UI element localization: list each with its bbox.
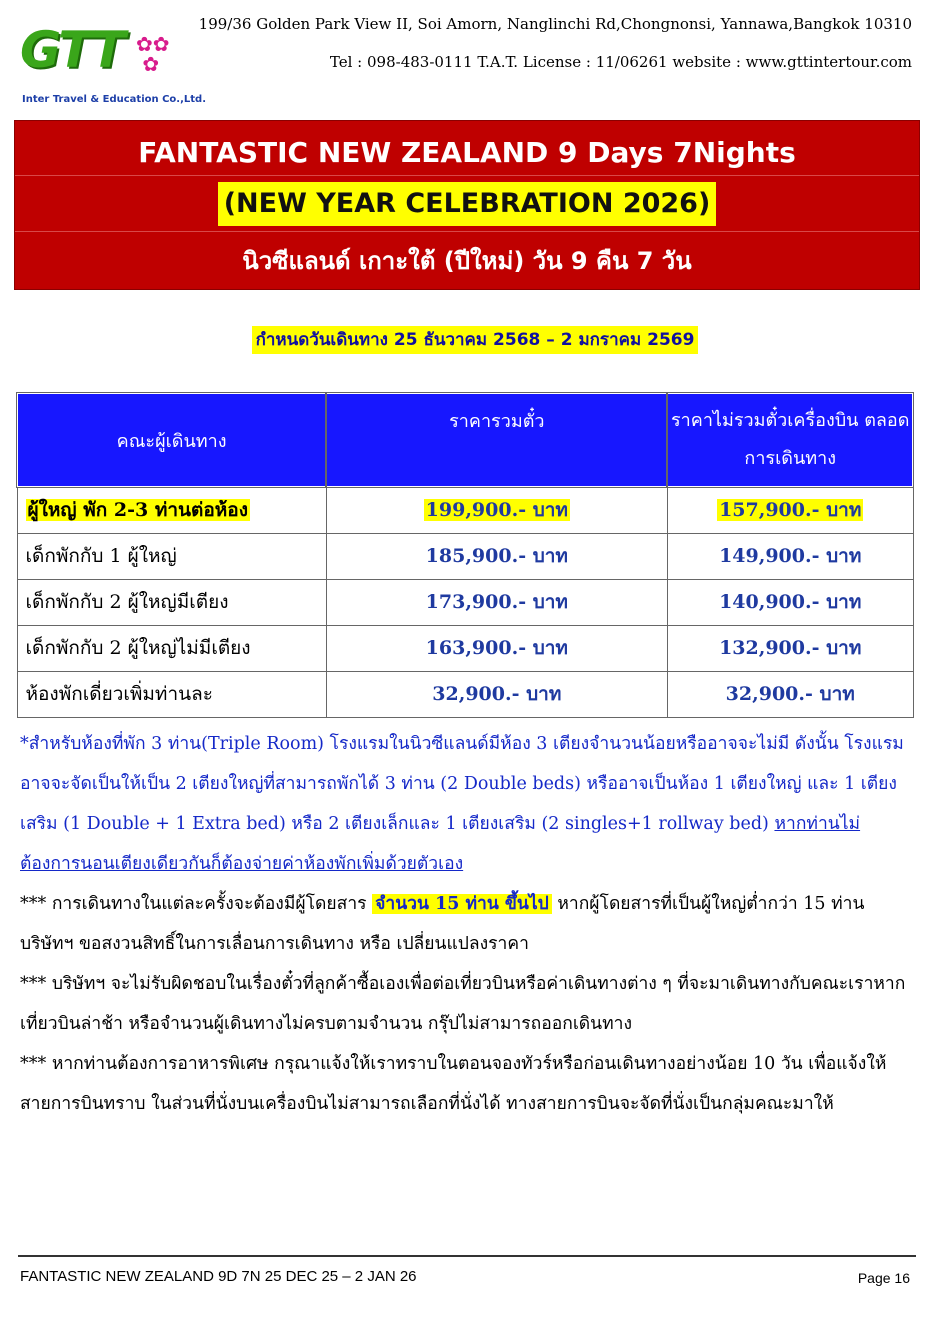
table-header-row (17, 393, 913, 487)
price-with-ticket (326, 487, 667, 533)
min-pax-note (20, 884, 913, 964)
company-address: 199/36 Golden Park View II, Soi Amorn, Nanglinchi Rd,Chongnonsi, Yannawa,Bangkok 10310 (198, 15, 912, 33)
min-pax-pre: *** การเดินทางในแต่ละครั้งจะต้องมีผู้โดยสาร (20, 894, 373, 914)
header-traveler: คณะผู้เดินทาง (17, 393, 326, 487)
terms-notes (20, 724, 913, 1124)
price-without-ticket: 140,900.- บาท (667, 579, 913, 625)
price-table (16, 392, 914, 718)
price-with-ticket: 32,900.- บาท (326, 671, 667, 717)
triple-room-note (20, 724, 913, 884)
title-banner (14, 120, 920, 290)
triple-room-underlined: หากท่านไม่ต้องการนอนเตียงเดียวกันก็ต้องจ่ายค่าห้องพักเพิ่มด้วยตัวเอง (20, 814, 861, 874)
row-label: เด็กพักกับ 1 ผู้ใหญ่ (17, 533, 326, 579)
price-with-ticket: 163,900.- บาท (326, 625, 667, 671)
company-contact: Tel : 098-483-0111 T.A.T. License : 11/06261 website : www.gttintertour.com (329, 53, 912, 71)
min-pax-post: หากผู้โดยสารที่เป็นผู้ใหญ่ต่ำกว่า 15 ท่าน บริษัทฯ ขอสงวนสิทธิ์ในการเลื่อนการเดินทาง หรือ เปลี่ยนแปลงราคา (20, 894, 865, 954)
price-without-ticket: 132,900.- บาท (667, 625, 913, 671)
liability-note: *** บริษัทฯ จะไม่รับผิดชอบในเรื่องตั๋วที่ลูกค้าซื้อเองเพื่อต่อเที่ยวบินหรือค่าเดินทางต่าง ๆ ที่จะมาเดินทางกับคณะเราหากเที่ยวบินล่าช้า หรือจำนวนผู้เดินทางไม่ครบตามจำนวน กรุ๊ปไม่สามารถออกเดินทาง (20, 974, 906, 1034)
row-label (17, 487, 326, 533)
min-pax-highlight: จำนวน 15 ท่าน ขึ้นไป (372, 894, 552, 914)
table-row (17, 625, 913, 671)
special-meal-note: *** หากท่านต้องการอาหารพิเศษ กรุณาแจ้งให้เราทราบในตอนจองทัวร์หรือก่อนเดินทางอย่างน้อย 10 วัน เพื่อแจ้งให้สายการบินทราบ ในส่วนที่นั่งบนเครื่องบินไม่สามารถเลือกที่นั่งได้ ทางสายการบินจะจัดที่นั่งเป็นกลุ่มคณะมาให้ (20, 1054, 887, 1114)
price-with-ticket: 185,900.- บาท (326, 533, 667, 579)
footer-divider (18, 1255, 916, 1257)
triple-room-text: *สำหรับห้องที่พัก 3 ท่าน(Triple Room) โรงแรมในนิวซีแลนด์มีห้อง 3 เตียงจำนวนน้อยหรืออาจจะไม่มี ดังนั้น โรงแรมอาจจะจัดเป็นให้เป็น 2 เตียงใหญ่ที่สามารถพักได้ 3 ท่าน (2 Double beds) หรืออาจเป็นห้อง 1 เตียงใหญ่ และ 1 เตียงเสริม (1 Double + 1 Extra bed) หรือ 2 เตียงเล็กและ 1 เตียงเสริม (2 singles+1 rollway bed) (20, 734, 904, 834)
page-number: Page 16 (857, 1270, 910, 1286)
footer-tour-code: FANTASTIC NEW ZEALAND 9D 7N 25 DEC 25 – 2 JAN 26 (20, 1268, 417, 1285)
row-label: เด็กพักกับ 2 ผู้ใหญ่ไม่มีเตียง (17, 625, 326, 671)
price-with-ticket: 173,900.- บาท (326, 579, 667, 625)
travel-dates (0, 326, 950, 353)
price-text: 157,900.- บาท (719, 499, 862, 522)
table-row (17, 579, 913, 625)
tour-title: FANTASTIC NEW ZEALAND 9 Days 7Nights (15, 131, 919, 176)
logo-subtitle: Inter Travel & Education Co.,Ltd. (22, 94, 207, 105)
travel-dates-text: กำหนดวันเดินทาง 25 ธันวาคม 2568 – 2 มกราคม 2569 (252, 326, 699, 354)
logo-text: GTT (20, 21, 124, 79)
tour-subtitle-text: (NEW YEAR CELEBRATION 2026) (218, 182, 717, 226)
table-row (17, 671, 913, 717)
table-row (17, 533, 913, 579)
company-logo (20, 21, 207, 112)
table-row (17, 487, 913, 533)
flower-icon: ✿✿ ✿ (136, 32, 170, 76)
row-label: ห้องพักเดี่ยวเพิ่มท่านละ (17, 671, 326, 717)
tour-subtitle (15, 179, 919, 232)
price-without-ticket: 32,900.- บาท (667, 671, 913, 717)
price-without-ticket: 149,900.- บาท (667, 533, 913, 579)
header-without-ticket: ราคาไม่รวมตั๋วเครื่องบิน ตลอดการเดินทาง (667, 393, 913, 487)
header-with-ticket: ราคารวมตั๋ว (326, 393, 667, 487)
row-label-text: ผู้ใหญ่ พัก 2-3 ท่านต่อห้อง (27, 499, 248, 522)
row-label: เด็กพักกับ 2 ผู้ใหญ่มีเตียง (17, 579, 326, 625)
price-without-ticket (667, 487, 913, 533)
price-text: 199,900.- บาท (425, 499, 568, 522)
tour-thai-title: นิวซีแลนด์ เกาะใต้ (ปีใหม่) วัน 9 คืน 7 วัน (242, 247, 692, 275)
